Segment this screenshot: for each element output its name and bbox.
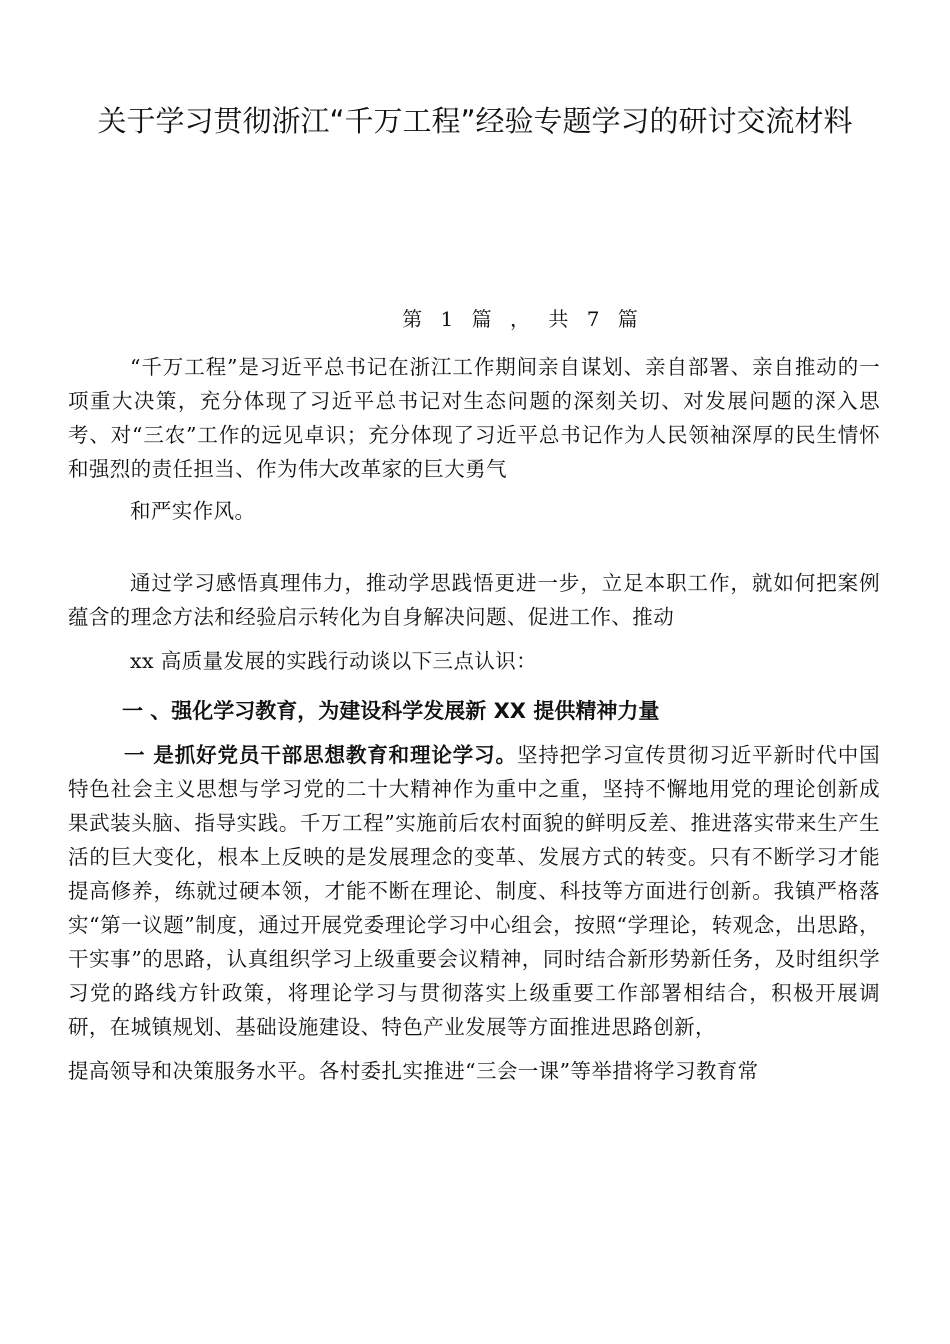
- paragraph-2-main: 通过学习感悟真理伟力，推动学思践悟更进一步，立足本职工作，就如何把案例蕴含的理念方法和经验启示转化为自身解决问题、促进工作、推动: [68, 571, 880, 629]
- paragraph-3-tail: 提高领导和决策服务水平。各村委扎实推进“三会一课”等举措将学习教育常: [68, 1059, 759, 1083]
- paragraph-2: [68, 566, 880, 678]
- paragraph-3-lead: 一 是抓好党员干部思想教育和理论学习。: [124, 743, 517, 767]
- section-heading-1: 一 、强化学习教育，为建设科学发展新 XX 提供精神力量: [122, 699, 660, 723]
- document-title: 关于学习贯彻浙江“千万工程”经验专题学习的研讨交流材料: [97, 104, 853, 138]
- paragraph-1-main: “千万工程”是习近平总书记在浙江工作期间亲自谋划、亲自部署、亲自推动的一项重大决策，充分体现了习近平总书记对生态问题的深刻关切、对发展问题的深入思考、对“三农”工作的远见卓识；充分体现了习近平总书记作为人民领袖深厚的民生情怀和强烈的责任担当、作为伟大改革家的巨大勇气: [68, 355, 880, 481]
- section-count: 第 1 篇 ， 共 7 篇: [402, 307, 644, 331]
- paragraph-1: [68, 350, 880, 528]
- paragraph-3-main: 坚持把学习宣传贯彻习近平新时代中国特色社会主义思想与学习党的二十大精神作为重中之重，坚持不懈地用党的理论创新成果武装头脑、指导实践。千万工程”实施前后农村面貌的鲜明反差、推进落实带来生产生活的巨大变化，根本上反映的是发展理念的变革、发展方式的转变。只有不断学习才能提高修养，练就过硬本领，才能不断在理论、制度、科技等方面进行创新。我镇严格落实“第一议题”制度，通过开展党委理论学习中心组会，按照“学理论，转观念，出思路，干实事”的思路，认真组织学习上级重要会议精神，同时结合新形势新任务，及时组织学习党的路线方针政策，将理论学习与贯彻落实上级重要工作部署相结合，积极开展调研，在城镇规划、基础设施建设、特色产业发展等方面推进思路创新，: [68, 743, 880, 1039]
- paragraph-1-tail: 和严实作风。: [130, 499, 256, 523]
- paragraph-2-tail: xx 高质量发展的实践行动谈以下三点认识：: [130, 649, 538, 673]
- paragraph-3: [68, 738, 880, 1088]
